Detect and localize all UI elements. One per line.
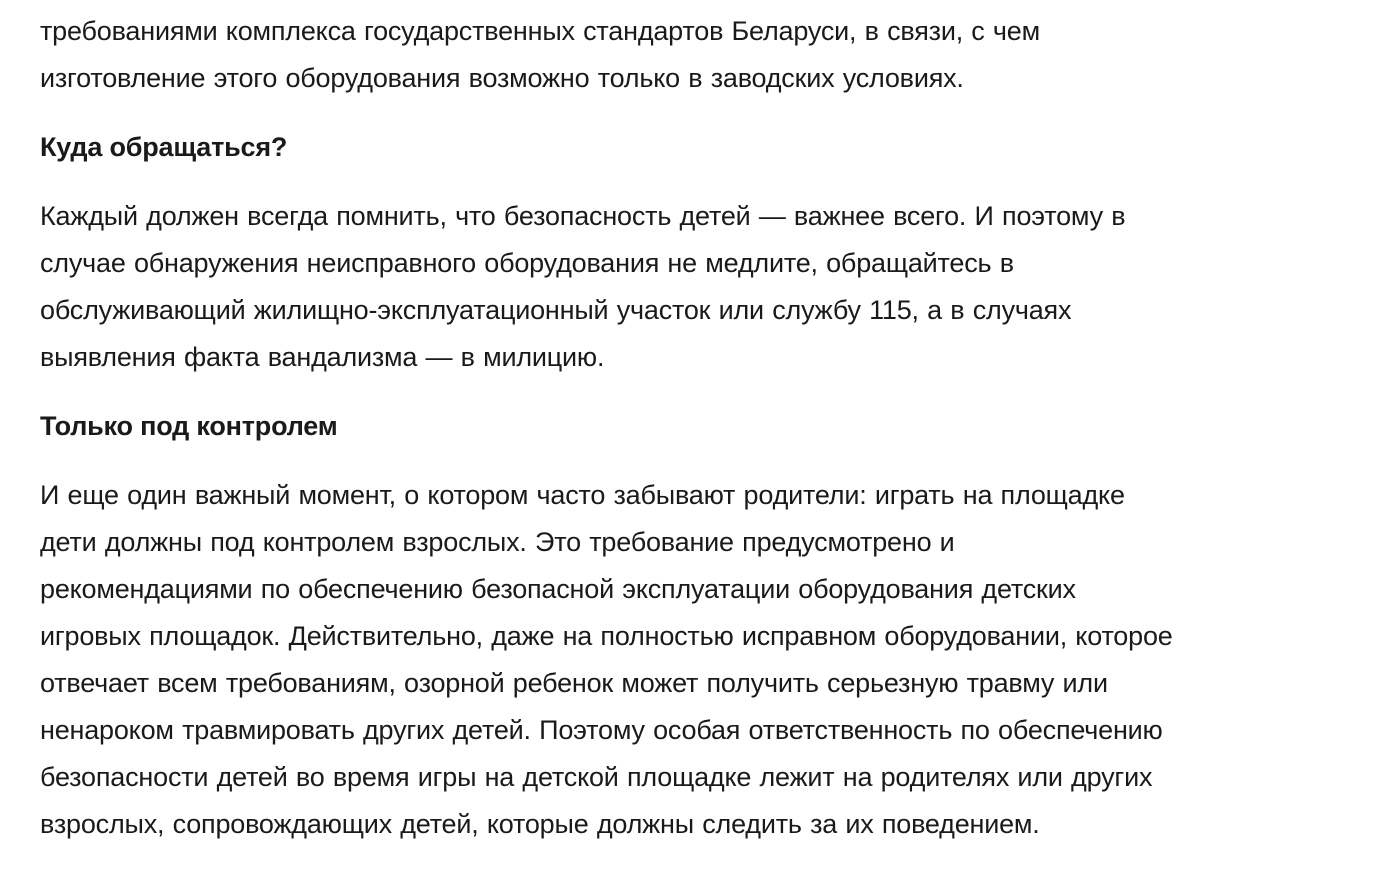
text-line: И еще один важный момент, о котором часто забывают родители: играть на площадке [40, 480, 1125, 510]
text-line: игровых площадок. Действительно, даже на полностью исправном оборудовании, которое [40, 621, 1173, 651]
document-page [40, 8, 1360, 848]
heading-where-to-apply: Куда обращаться? [40, 132, 288, 162]
paragraph-parental-control [40, 472, 1360, 848]
text-line: рекомендациями по обеспечению безопасной эксплуатации оборудования детских [40, 574, 1076, 604]
text-line: требованиями комплекса государственных стандартов Беларуси, в связи, с чем [40, 16, 1040, 46]
text-line: безопасности детей во время игры на детской площадке лежит на родителях или других [40, 762, 1153, 792]
heading-only-under-control: Только под контролем [40, 411, 338, 441]
text-line: обслуживающий жилищно-эксплуатационный участок или службу 115, а в случаях [40, 295, 1072, 325]
text-line: случае обнаружения неисправного оборудования не медлите, обращайтесь в [40, 248, 1014, 278]
text-line: ненароком травмировать других детей. Поэтому особая ответственность по обеспечению [40, 715, 1163, 745]
text-line: отвечает всем требованиям, озорной ребенок может получить серьезную травму или [40, 668, 1108, 698]
text-line: взрослых, сопровождающих детей, которые должны следить за их поведением. [40, 809, 1040, 839]
text-line: Каждый должен всегда помнить, что безопасность детей — важнее всего. И поэтому в [40, 201, 1126, 231]
text-line: дети должны под контролем взрослых. Это требование предусмотрено и [40, 527, 955, 557]
text-line: выявления факта вандализма — в милицию. [40, 342, 605, 372]
text-line: изготовление этого оборудования возможно только в заводских условиях. [40, 63, 964, 93]
paragraph-safety-contacts [40, 193, 1360, 381]
paragraph-standards [40, 8, 1360, 102]
